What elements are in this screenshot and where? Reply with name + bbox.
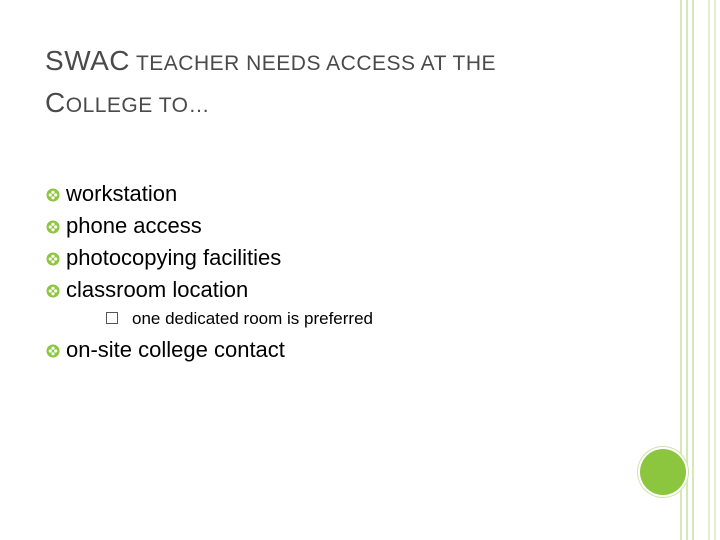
- bullet-list: [44, 180, 604, 368]
- title-text: OLLEGE TO…: [65, 94, 211, 117]
- title-line-1: [45, 42, 645, 84]
- decorative-stripe: [686, 0, 688, 540]
- bullet-label: photocopying facilities: [66, 245, 282, 270]
- title-cap: S: [45, 45, 65, 76]
- sub-bullet-item: [44, 308, 604, 336]
- bullet-item: [44, 276, 604, 308]
- flower-bullet-icon: [46, 252, 60, 266]
- bullet-item: [44, 212, 604, 244]
- bullet-item: [44, 336, 604, 368]
- bullet-label: workstation: [66, 181, 178, 206]
- flower-bullet-icon: [46, 220, 60, 234]
- bullet-label: on-site college contact: [66, 337, 285, 362]
- flower-bullet-icon: [46, 188, 60, 202]
- title-word: WAC: [64, 45, 130, 76]
- title-text: TEACHER NEEDS ACCESS AT THE: [129, 52, 497, 75]
- bullet-item: [44, 180, 604, 212]
- bullet-label: classroom location: [66, 277, 249, 302]
- decorative-stripe: [714, 0, 716, 540]
- flower-bullet-icon: [46, 344, 60, 358]
- flower-bullet-icon: [46, 284, 60, 298]
- decorative-stripe: [692, 0, 694, 540]
- decorative-stripe: [708, 0, 710, 540]
- slide-title: [45, 42, 645, 126]
- box-bullet-icon: [106, 312, 118, 324]
- sub-bullet-label: one dedicated room is preferred: [132, 309, 373, 328]
- bullet-label: phone access: [66, 213, 202, 238]
- bullet-item: [44, 244, 604, 276]
- title-cap: C: [45, 87, 66, 118]
- title-line-2: [45, 84, 645, 126]
- green-circle-decoration: [640, 449, 686, 495]
